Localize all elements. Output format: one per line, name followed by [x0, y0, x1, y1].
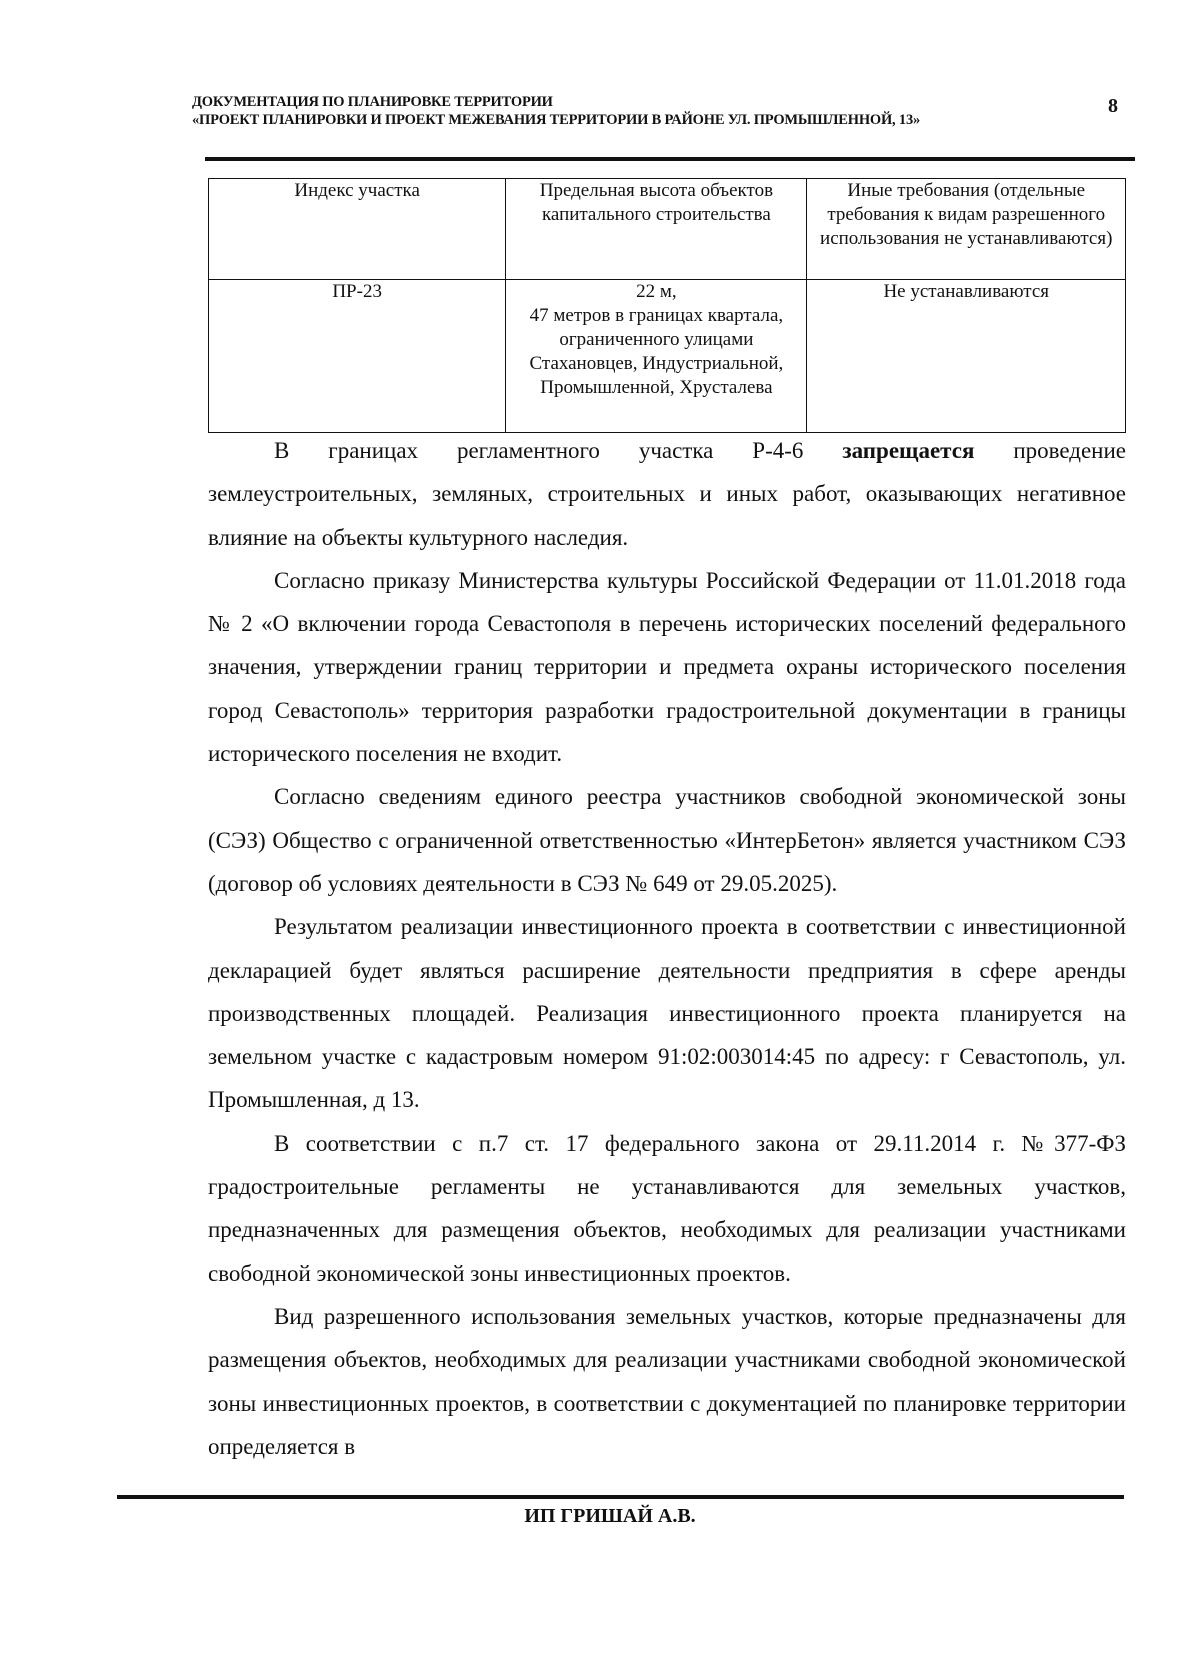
- header-divider: [205, 157, 1135, 161]
- paragraph-ministry-order: Согласно приказу Министерства культуры Российской Федерации от 11.01.2018 года № 2 «О включении города Севастополя в перечень исторических поселений федерального значения, утверждении границ территории и предмета охраны исторического поселения город Севастополь» территория разработки градостроительной документации в границы исторического поселения не входит.: [208, 567, 1126, 767]
- paragraph-sez-registry: Согласно сведениям единого реестра участников свободной экономической зоны (СЭЗ) Общество с ограниченной ответственностью «ИнтерБетон» является участником СЭЗ (договор об условиях деятельности в СЭЗ № 649 от 29.05.2025).: [208, 784, 1126, 896]
- paragraph-investment-project: Результатом реализации инвестиционного проекта в соответствии с инвестиционной декларацией будет являться расширение деятельности предприятия в сфере аренды производственных площадей. Реализация инвестиционного проекта планируется на земельном участке с кадастровым номером 91:02:003014:45 по адресу: г Севастополь, ул. Промышленная, д 13.: [208, 914, 1126, 1113]
- paragraph-restriction-end: проведение землеустроительных, земляных, строительных и иных работ, оказывающих негативное влияние на объекты культурного наследия.: [208, 438, 1126, 550]
- regulation-table: [208, 178, 1126, 433]
- body-text: [208, 429, 1126, 1468]
- paragraph-restriction: [208, 429, 1126, 559]
- cell-index: ПР-23: [209, 280, 506, 433]
- column-header-index: Индекс участка: [209, 179, 506, 280]
- table-row: [209, 280, 1126, 433]
- footer-divider: [117, 1495, 1124, 1499]
- paragraph-restriction-emphasis: запрещается: [842, 438, 975, 463]
- document-header: [192, 93, 1022, 129]
- table-header-row: [209, 179, 1126, 280]
- footer-author: ИП ГРИШАЙ А.В.: [524, 1505, 696, 1527]
- paragraph-federal-law: В соответствии с п.7 ст. 17 федерального закона от 29.11.2014 г. №377-ФЗ градостроительные регламенты не устанавливаются для земельных участков, предназначенных для размещения объектов, необходимых для реализации участниками свободной экономической зоны инвестиционных проектов.: [208, 1130, 1126, 1286]
- cell-height-value: 22 м,: [636, 281, 677, 302]
- header-line-2: «ПРОЕКТ ПЛАНИРОВКИ И ПРОЕКТ МЕЖЕВАНИЯ ТЕРРИТОРИИ В РАЙОНЕ УЛ. ПРОМЫШЛЕННОЙ, 13»: [192, 112, 921, 128]
- cell-height: [506, 280, 807, 433]
- paragraph-restriction-start: В границах регламентного участка Р-4-6: [274, 438, 843, 463]
- column-header-height: Предельная высота объектов капитального строительства: [506, 179, 807, 280]
- page-number: 8: [1108, 95, 1118, 117]
- cell-height-note: 47 метров в границах квартала, ограниченного улицами Стахановцев, Индустриальной, Промышленной, Хрусталева: [529, 305, 784, 398]
- header-line-1: ДОКУМЕНТАЦИЯ ПО ПЛАНИРОВКЕ ТЕРРИТОРИИ: [192, 94, 553, 110]
- column-header-other: Иные требования (отдельные требования к видам разрешенного использования не устанавливаются): [807, 179, 1126, 280]
- paragraph-permitted-use: Вид разрешенного использования земельных участков, которые предназначены для размещения объектов, необходимых для реализации участниками свободной экономической зоны инвестиционных проектов, в соответствии с документацией по планировке территории определяется в: [208, 1303, 1126, 1459]
- cell-other: Не устанавливаются: [807, 280, 1126, 433]
